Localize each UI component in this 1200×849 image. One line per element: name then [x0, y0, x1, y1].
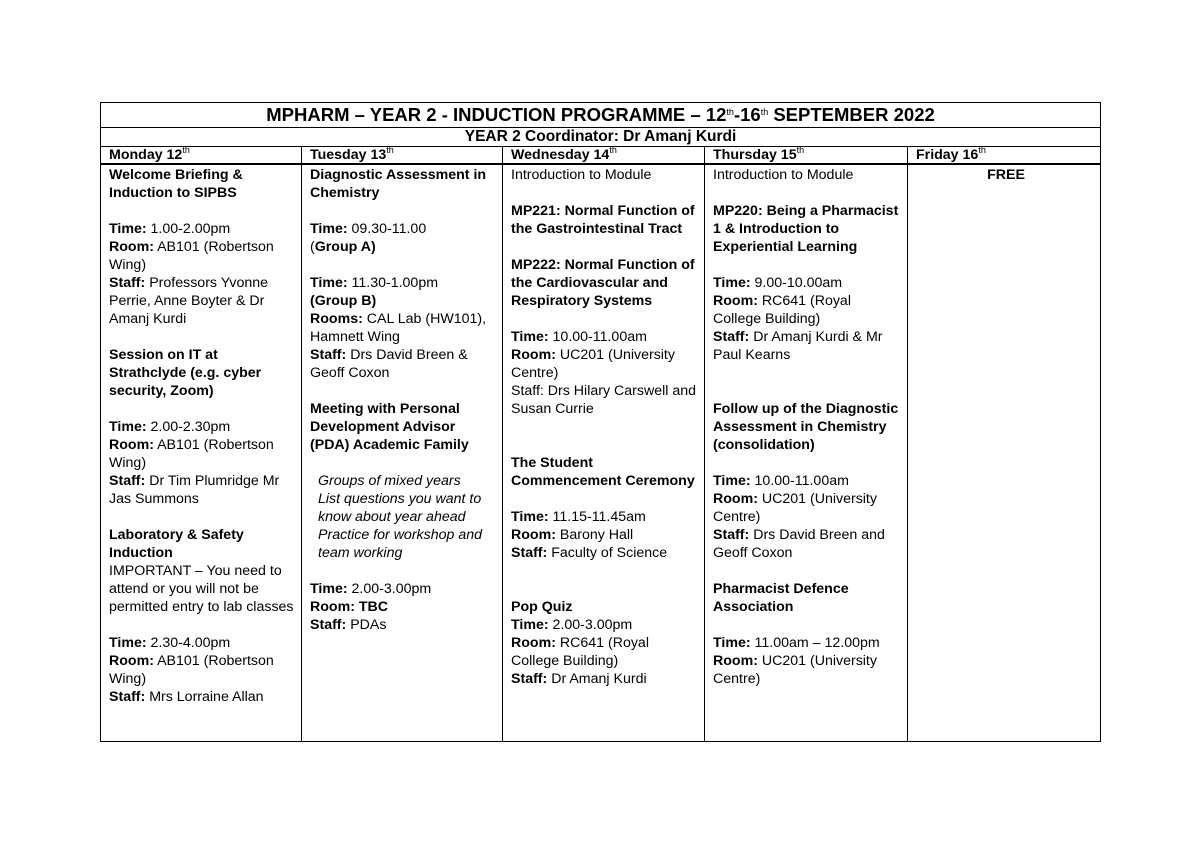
wednesday-quiz-title: Pop Quiz: [511, 599, 573, 615]
wednesday-ceremony-staff: Staff: Faculty of Science: [511, 545, 668, 561]
monday-session-lab-room: Room: AB101 (Robertson Wing): [109, 653, 274, 687]
thursday-module-staff: Staff: Dr Amanj Kurdi & Mr Paul Kearns: [713, 329, 883, 363]
tuesday-pda-note-1: Groups of mixed years: [318, 473, 461, 489]
tuesday-session-diagnostic-time-b: Time: 11.30-1.00pm: [310, 275, 439, 291]
day-header-friday: Friday 16th: [908, 147, 1101, 165]
monday-session-it-title: Session on IT at Strathclyde (e.g. cyber security, Zoom): [109, 347, 262, 399]
wednesday-intro: Introduction to Module: [511, 167, 652, 183]
thursday-followup-time: Time: 10.00-11.00am: [713, 473, 849, 489]
wednesday-quiz-time: Time: 2.00-3.00pm: [511, 617, 633, 633]
monday-session-welcome-staff: Staff: Professors Yvonne Perrie, Anne Boyter & Dr Amanj Kurdi: [109, 275, 269, 327]
day-header-wednesday: Wednesday 14th: [503, 147, 705, 165]
tuesday-group-b: (Group B): [310, 293, 377, 309]
wednesday-module-room: Room: UC201 (University Centre): [511, 347, 675, 381]
induction-programme-table: [100, 102, 1101, 742]
tuesday-session-pda-staff: Staff: PDAs: [310, 617, 387, 633]
day-header-thursday: Thursday 15th: [705, 147, 908, 165]
monday-session-lab-title: Laboratory & Safety Induction: [109, 527, 244, 561]
tuesday-session-pda-title: Meeting with Personal Development Advisor (PDA) Academic Family: [310, 401, 469, 453]
tuesday-session-diagnostic-rooms: Rooms: CAL Lab (HW101), Hamnett Wing: [310, 311, 487, 345]
day-header-tuesday: Tuesday 13th: [302, 147, 503, 165]
thursday-followup-room: Room: UC201 (University Centre): [713, 491, 877, 525]
programme-title: MPHARM – YEAR 2 - INDUCTION PROGRAMME – 12th-16th SEPTEMBER 2022: [101, 103, 1101, 128]
thursday-module-room: Room: RC641 (Royal College Building): [713, 293, 851, 327]
tuesday-session-diagnostic-staff: Staff: Drs David Breen & Geoff Coxon: [310, 347, 468, 381]
tuesday-cell: [302, 164, 503, 741]
thursday-pda-time: Time: 11.00am – 12.00pm: [713, 635, 880, 651]
monday-cell: [101, 164, 302, 741]
thursday-module-time: Time: 9.00-10.00am: [713, 275, 843, 291]
tuesday-pda-note-3: Practice for workshop and team working: [318, 527, 483, 561]
thursday-pda-room: Room: UC201 (University Centre): [713, 653, 877, 687]
wednesday-ceremony-time: Time: 11.15-11.45am: [511, 509, 646, 525]
monday-session-it-room: Room: AB101 (Robertson Wing): [109, 437, 274, 471]
wednesday-module-mp222: MP222: Normal Function of the Cardiovascular and Respiratory Systems: [511, 257, 695, 309]
wednesday-ceremony-room: Room: Barony Hall: [511, 527, 634, 543]
coordinator-row: YEAR 2 Coordinator: Dr Amanj Kurdi: [101, 128, 1101, 147]
thursday-pda-title: Pharmacist Defence Association: [713, 581, 849, 615]
friday-free-label: FREE: [987, 167, 1025, 183]
tuesday-session-pda-time: Time: 2.00-3.00pm: [310, 581, 432, 597]
thursday-module-mp220: MP220: Being a Pharmacist 1 & Introduction to Experiential Learning: [713, 203, 899, 255]
wednesday-module-time: Time: 10.00-11.00am: [511, 329, 647, 345]
monday-session-lab-time: Time: 2.30-4.00pm: [109, 635, 231, 651]
monday-session-lab-staff: Staff: Mrs Lorraine Allan: [109, 689, 264, 705]
monday-session-it-time: Time: 2.00-2.30pm: [109, 419, 231, 435]
tuesday-group-a: (Group A): [310, 239, 376, 255]
thursday-cell: [705, 164, 908, 741]
monday-session-welcome-title: Welcome Briefing & Induction to SIPBS: [109, 167, 243, 201]
monday-session-welcome-room: Room: AB101 (Robertson Wing): [109, 239, 274, 273]
tuesday-session-pda-room: Room: TBC: [310, 599, 389, 615]
wednesday-cell: [503, 164, 705, 741]
wednesday-module-staff: Staff: Drs Hilary Carswell and Susan Currie: [511, 383, 697, 417]
wednesday-module-mp221: MP221: Normal Function of the Gastrointestinal Tract: [511, 203, 695, 237]
wednesday-quiz-room: Room: RC641 (Royal College Building): [511, 635, 649, 669]
wednesday-quiz-staff: Staff: Dr Amanj Kurdi: [511, 671, 647, 687]
monday-session-lab-note: IMPORTANT – You need to attend or you will not be permitted entry to lab classes: [109, 563, 294, 615]
friday-cell: [908, 164, 1101, 741]
thursday-followup-title: Follow up of the Diagnostic Assessment in Chemistry (consolidation): [713, 401, 899, 453]
tuesday-session-diagnostic-title: Diagnostic Assessment in Chemistry: [310, 167, 487, 201]
monday-session-it-staff: Staff: Dr Tim Plumridge Mr Jas Summons: [109, 473, 280, 507]
thursday-followup-staff: Staff: Drs David Breen and Geoff Coxon: [713, 527, 885, 561]
day-header-monday: Monday 12th: [101, 147, 302, 165]
monday-session-welcome-time: Time: 1.00-2.00pm: [109, 221, 231, 237]
tuesday-pda-note-2: List questions you want to know about year ahead: [318, 491, 482, 525]
thursday-intro: Introduction to Module: [713, 167, 854, 183]
wednesday-ceremony-title: The Student Commencement Ceremony: [511, 455, 695, 489]
tuesday-session-diagnostic-time-a: Time: 09.30-11.00: [310, 221, 427, 237]
